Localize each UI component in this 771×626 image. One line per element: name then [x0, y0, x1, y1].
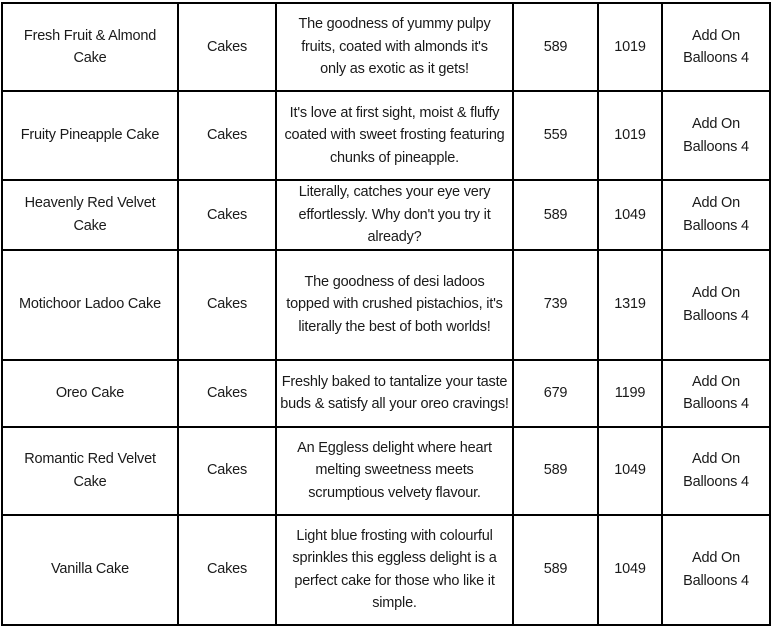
table-row — [2, 180, 770, 250]
cake-description: The goodness of yummy pulpy fruits, coated with almonds it's only as exotic as it gets! — [276, 3, 513, 91]
cake-category: Cakes — [178, 3, 276, 91]
cake-name: Fresh Fruit & Almond Cake — [2, 3, 178, 91]
cake-category: Cakes — [178, 427, 276, 515]
price-1kg: 1019 — [598, 91, 662, 180]
price-1kg: 1049 — [598, 180, 662, 250]
cake-name: Vanilla Cake — [2, 515, 178, 625]
cake-description: Literally, catches your eye very effortlessly. Why don't you try it already? — [276, 180, 513, 250]
cake-description: Light blue frosting with colourful sprinkles this eggless delight is a perfect cake for those who like it simple. — [276, 515, 513, 625]
cake-category: Cakes — [178, 91, 276, 180]
cake-category: Cakes — [178, 515, 276, 625]
addon: Add On Balloons 4 — [662, 250, 770, 360]
cake-name: Heavenly Red Velvet Cake — [2, 180, 178, 250]
table-row — [2, 250, 770, 360]
price-half-kg: 589 — [513, 427, 598, 515]
price-1kg: 1049 — [598, 515, 662, 625]
cake-description: Freshly baked to tantalize your taste buds & satisfy all your oreo cravings! — [276, 360, 513, 427]
table-row — [2, 91, 770, 180]
cake-description: It's love at first sight, moist & fluffy coated with sweet frosting featuring chunks of pineapple. — [276, 91, 513, 180]
table-row — [2, 360, 770, 427]
price-half-kg: 589 — [513, 3, 598, 91]
cake-name: Oreo Cake — [2, 360, 178, 427]
addon: Add On Balloons 4 — [662, 91, 770, 180]
cake-category: Cakes — [178, 250, 276, 360]
price-1kg: 1199 — [598, 360, 662, 427]
cake-menu-table — [1, 2, 771, 626]
cake-category: Cakes — [178, 360, 276, 427]
price-half-kg: 589 — [513, 180, 598, 250]
price-1kg: 1049 — [598, 427, 662, 515]
addon: Add On Balloons 4 — [662, 360, 770, 427]
table-row — [2, 3, 770, 91]
table-row — [2, 515, 770, 625]
addon: Add On Balloons 4 — [662, 180, 770, 250]
price-1kg: 1019 — [598, 3, 662, 91]
cake-name: Motichoor Ladoo Cake — [2, 250, 178, 360]
price-1kg: 1319 — [598, 250, 662, 360]
cake-name: Romantic Red Velvet Cake — [2, 427, 178, 515]
table-row — [2, 427, 770, 515]
addon: Add On Balloons 4 — [662, 427, 770, 515]
price-half-kg: 559 — [513, 91, 598, 180]
cake-category: Cakes — [178, 180, 276, 250]
price-half-kg: 679 — [513, 360, 598, 427]
addon: Add On Balloons 4 — [662, 515, 770, 625]
cake-description: An Eggless delight where heart melting sweetness meets scrumptious velvety flavour. — [276, 427, 513, 515]
price-half-kg: 589 — [513, 515, 598, 625]
cake-name: Fruity Pineapple Cake — [2, 91, 178, 180]
cake-description: The goodness of desi ladoos topped with crushed pistachios, it's literally the best of both worlds! — [276, 250, 513, 360]
addon: Add On Balloons 4 — [662, 3, 770, 91]
price-half-kg: 739 — [513, 250, 598, 360]
